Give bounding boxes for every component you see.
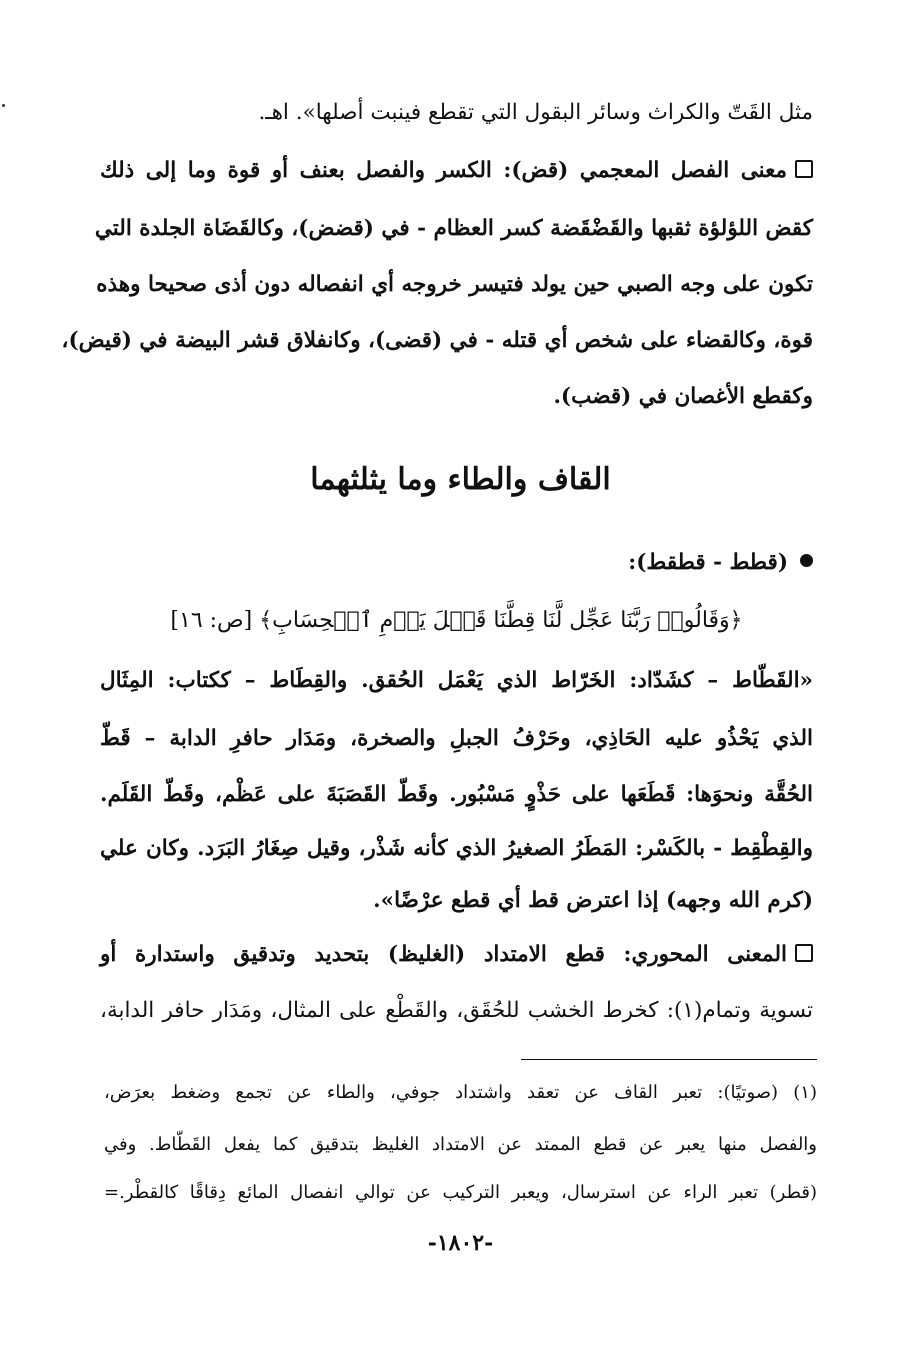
core-meaning-line-1 — [100, 938, 813, 972]
quran-verse: ﴿وَقَالُوا۟ رَبَّنَا عَجِّل لَّنَا قِطَّنَا قَبۡلَ يَوۡمِ ٱلۡحِسَابِ﴾ [ص: ١٦] — [170, 608, 743, 633]
continuation-line: مثل القَتّ والكراث وسائر البقول التي تقطع فينبت أصلها». اهـ. — [258, 100, 813, 125]
definition-line-2: الذي يَحْذُو عليه الحَاذِي، وحَرْفُ الجبلِ والصخرة، ومَدَار حافرِ الدابة – قَطّ — [100, 726, 813, 751]
footnote-separator — [521, 1059, 817, 1060]
core-meaning-text: المعنى المحوري: قطع الامتداد (الغليظ) بتحديد وتدقيق واستدارة أو — [100, 942, 787, 967]
footnote-line-2: والفصل منها يعبر عن قطع الممتد عن الامتداد الغليظ بتدقيق كما يفعل القَطّاط. وفي — [104, 1134, 817, 1155]
definition-line-1: «القَطّاط – كشَدّاد: الخَرّاط الذي يَعْمَل الحُقق. والقِطَاط – ككتاب: المِثَال — [100, 668, 813, 693]
section-heading: القاف والطاء وما يثلثهما — [310, 462, 611, 497]
lexical-meaning-line-3: تكون على وجه الصبي حين يولد فتيسر خروجه أي انفصاله دون أذى صحيحا وهذه — [96, 272, 813, 297]
entry-title — [100, 546, 813, 580]
definition-line-3: الحُقَّة ونحوَها: قَطَعَها على حَذْوٍ مَسْبُور. وقَطّ القَصَبَةَ على عَظْم، وقَطّ القَلَم. — [100, 782, 813, 807]
definition-line-4: والقِطْقِط - بالكَسْر: المَطَرُ الصغيرُ الذي كأنه شَذْر، وقيل صِغَارُ البَرَد. وكان علي — [100, 836, 813, 861]
lexical-meaning-line-1 — [100, 154, 813, 188]
lexical-meaning-line-4: قوة، وكالقضاء على شخص أي قتله - في (قضى)، وكانفلاق قشر البيضة في (قيض)، — [61, 328, 813, 353]
entry-title-text: (قطط - قطقط): — [628, 550, 788, 575]
core-meaning-line-2: تسوية وتمام(١): كخرط الخشب للحُقَق، والقَطْع على المثال، ومَدَار حافر الدابة، — [100, 998, 813, 1023]
square-marker-icon — [795, 160, 813, 178]
square-marker-icon — [795, 944, 813, 962]
lexical-meaning-text: معنى الفصل المعجمي (قض): الكسر والفصل بعنف أو قوة وما إلى ذلك — [100, 158, 787, 183]
page-number: -١٨٠٢- — [427, 1230, 494, 1256]
footnote-line-3: (قطر) تعبر الراء عن استرسال، ويعبر التركيب عن توالي انفصال المائع دِقاقًا كالقطْر.= — [104, 1182, 817, 1203]
bullet-icon — [800, 554, 813, 567]
definition-line-5: (كرم الله وجهه) إذا اعترض قط أي قطع عرْضًا». — [373, 888, 813, 913]
lexical-meaning-line-5: وكقطع الأغصان في (قضب). — [553, 384, 813, 409]
footnote-line-1: (١) (صوتيًا): تعبر القاف عن تعقد واشتداد جوفي، والطاء عن تجمع وضغط بعرَض، — [104, 1082, 817, 1103]
scan-speck — [2, 104, 5, 107]
lexical-meaning-line-2: كقض اللؤلؤة ثقبها والقَضْقَضة كسر العظام - في (قضض)، وكالقَضَاة الجلدة التي — [94, 216, 813, 241]
